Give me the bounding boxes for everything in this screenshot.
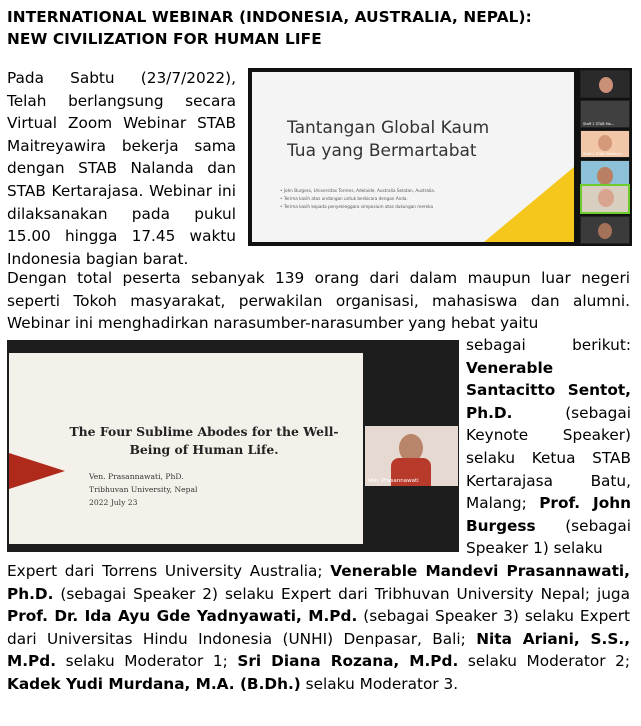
shared-slide-2 bbox=[9, 353, 363, 544]
participant-video-strip bbox=[578, 68, 632, 246]
participant-tile: Staff 1 STAB Maitreya... bbox=[580, 130, 630, 158]
zoom-screenshot-2 bbox=[7, 340, 459, 552]
yellow-triangle-decoration bbox=[484, 167, 574, 242]
slide-2-presenter: Ven. Prasannawati, PhD. bbox=[89, 472, 184, 481]
intro-paragraph: Pada Sabtu (23/7/2022), Telah berlangsung secara Virtual Zoom Webinar STAB Maitreyawira bekerja sama dengan STAB Nalanda dan STAB Kertarajasa. Webinar ini dilaksanakan pada pukul 15.00 hingga 17.45 waktu Indonesia bagian barat. bbox=[7, 69, 236, 268]
slide-2-title: The Four Sublime Abodes for the Well-Being of Human Life. bbox=[69, 424, 339, 457]
title-line-2: NEW CIVILIZATION FOR HUMAN LIFE bbox=[7, 30, 322, 48]
active-speaker-tile bbox=[580, 184, 630, 214]
slide-2-affiliation: Tribhuvan University, Nepal bbox=[89, 485, 198, 494]
moderator-name: Sri Diana Rozana, M.Pd. bbox=[237, 652, 459, 671]
speaker-name: Prof. John Burgess bbox=[466, 494, 631, 535]
participant-tile bbox=[580, 216, 630, 244]
slide-1-bullet: • Terima kasih kepada penyelenggara simposium atas dukungan mereka bbox=[280, 204, 434, 209]
slide-2-meta bbox=[89, 470, 197, 509]
speaker-name: Venerable Santacitto Sentot, Ph.D. bbox=[466, 358, 631, 422]
speaker-video-tile bbox=[365, 426, 458, 486]
speaker-name: Venerable Mandevi Prasannawati, Ph.D. bbox=[7, 562, 630, 603]
speaker-video-label: Ven. Prasannawati bbox=[368, 478, 419, 484]
slide-2-date: 2022 July 23 bbox=[89, 498, 138, 507]
moderator-name: Nita Ariani, S.S., M.Pd. bbox=[7, 629, 631, 671]
moderator-name: Kadek Yudi Murdana, M.A. (B.Dh.) bbox=[7, 674, 301, 693]
slide-1-bullets bbox=[280, 187, 490, 211]
slide-1-bullet: • Terima kasih atas undangan untuk berbicara dengan Anda. bbox=[280, 196, 408, 201]
slide-1-bullet: • John Burgess, Universitas Torrens, Adelaide, Australia Selatan, Australia. bbox=[280, 188, 436, 193]
participant-tile bbox=[580, 70, 630, 98]
speakers-paragraph-side: sebagai berikut: Venerable Santacitto Sentot, Ph.D. (sebagai Keynote Speaker) selaku Ketua STAB Kertarajasa Batu, Malang; Prof. John Burgess (sebagai Speaker 1) selaku bbox=[466, 336, 631, 558]
participant-tile: Staff 1 STAB Ma... bbox=[580, 100, 630, 128]
speakers-paragraph: Expert dari Torrens University Australia; Venerable Mandevi Prasannawati, Ph.D. (sebagai Speaker 2) selaku Expert dari Tribhuvan University Nepal; juga Prof. Dr. Ida Ayu Gde Yadnyawati, M.Pd. (sebagai Speaker 3) selaku Expert dari Universitas Hindu Indonesia (UNHI) Denpasar, Bali; Nita Ariani, S.S., M.Pd. selaku Moderator 1; Sri Diana Rozana, M.Pd. selaku Moderator 2; Kadek Yudi Murdana, M.A. (B.Dh.) selaku Moderator 3. bbox=[7, 562, 631, 693]
shared-slide-1 bbox=[252, 72, 574, 242]
speaker-name: Prof. Dr. Ida Ayu Gde Yadnyawati, M.Pd. bbox=[7, 607, 358, 626]
participants-paragraph: Dengan total peserta sebanyak 139 orang dari dalam maupun luar negeri seperti Tokoh masyarakat, perwakilan organisasi, mahasiswa dan alumni. Webinar ini menghadirkan narasumber-narasumber yang hebat yaitu bbox=[7, 269, 630, 333]
zoom-screenshot-1 bbox=[248, 68, 632, 246]
slide-1-title: Tantangan Global Kaum Tua yang Bermartabat bbox=[287, 118, 490, 161]
article-title bbox=[7, 6, 637, 50]
red-ribbon-decoration bbox=[9, 453, 65, 489]
title-line-1: INTERNATIONAL WEBINAR (INDONESIA, AUSTRALIA, NEPAL): bbox=[7, 8, 532, 26]
